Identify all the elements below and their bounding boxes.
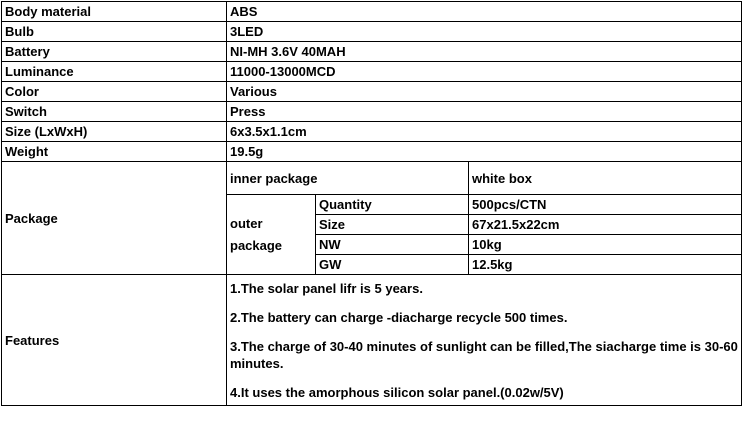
outer-item-name: GW — [316, 255, 469, 275]
package-inner-row — [2, 162, 742, 195]
outer-item-name: Size — [316, 215, 469, 235]
features-label: Features — [2, 275, 227, 406]
spec-row-weight — [2, 142, 742, 162]
spec-value: Press — [227, 102, 742, 122]
package-label: Package — [2, 162, 227, 275]
outer-item-value: 10kg — [469, 235, 742, 255]
outer-item-name: NW — [316, 235, 469, 255]
spec-label: Luminance — [2, 62, 227, 82]
outer-item-value: 12.5kg — [469, 255, 742, 275]
spec-value: 6x3.5x1.1cm — [227, 122, 742, 142]
spec-value: Various — [227, 82, 742, 102]
spec-row-color — [2, 82, 742, 102]
outer-package-label: outer package — [227, 195, 316, 275]
spec-label: Body material — [2, 2, 227, 22]
inner-package-label: inner package — [227, 162, 469, 195]
features-row — [2, 275, 742, 406]
outer-item-value: 500pcs/CTN — [469, 195, 742, 215]
spec-value: 11000-13000MCD — [227, 62, 742, 82]
spec-label: Weight — [2, 142, 227, 162]
feature-item: 3.The charge of 30-40 minutes of sunlight can be filled,The siacharge time is 30-60 minutes. — [230, 339, 738, 371]
spec-label: Battery — [2, 42, 227, 62]
spec-value: ABS — [227, 2, 742, 22]
outer-item-name: Quantity — [316, 195, 469, 215]
feature-item: 4.It uses the amorphous silicon solar panel.(0.02w/5V) — [230, 385, 564, 400]
spec-value: NI-MH 3.6V 40MAH — [227, 42, 742, 62]
spec-row-bulb — [2, 22, 742, 42]
spec-label: Size (LxWxH) — [2, 122, 227, 142]
spec-value: 3LED — [227, 22, 742, 42]
inner-package-value: white box — [469, 162, 742, 195]
spec-label: Color — [2, 82, 227, 102]
product-spec-table — [1, 1, 742, 406]
feature-item: 1.The solar panel lifr is 5 years. — [230, 281, 423, 296]
spec-label: Bulb — [2, 22, 227, 42]
spec-label: Switch — [2, 102, 227, 122]
spec-row-body-material — [2, 2, 742, 22]
outer-item-value: 67x21.5x22cm — [469, 215, 742, 235]
spec-row-switch — [2, 102, 742, 122]
feature-item: 2.The battery can charge -diacharge recycle 500 times. — [230, 310, 568, 325]
spec-value: 19.5g — [227, 142, 742, 162]
features-list — [227, 275, 742, 406]
spec-row-luminance — [2, 62, 742, 82]
spec-row-battery — [2, 42, 742, 62]
spec-row-size — [2, 122, 742, 142]
